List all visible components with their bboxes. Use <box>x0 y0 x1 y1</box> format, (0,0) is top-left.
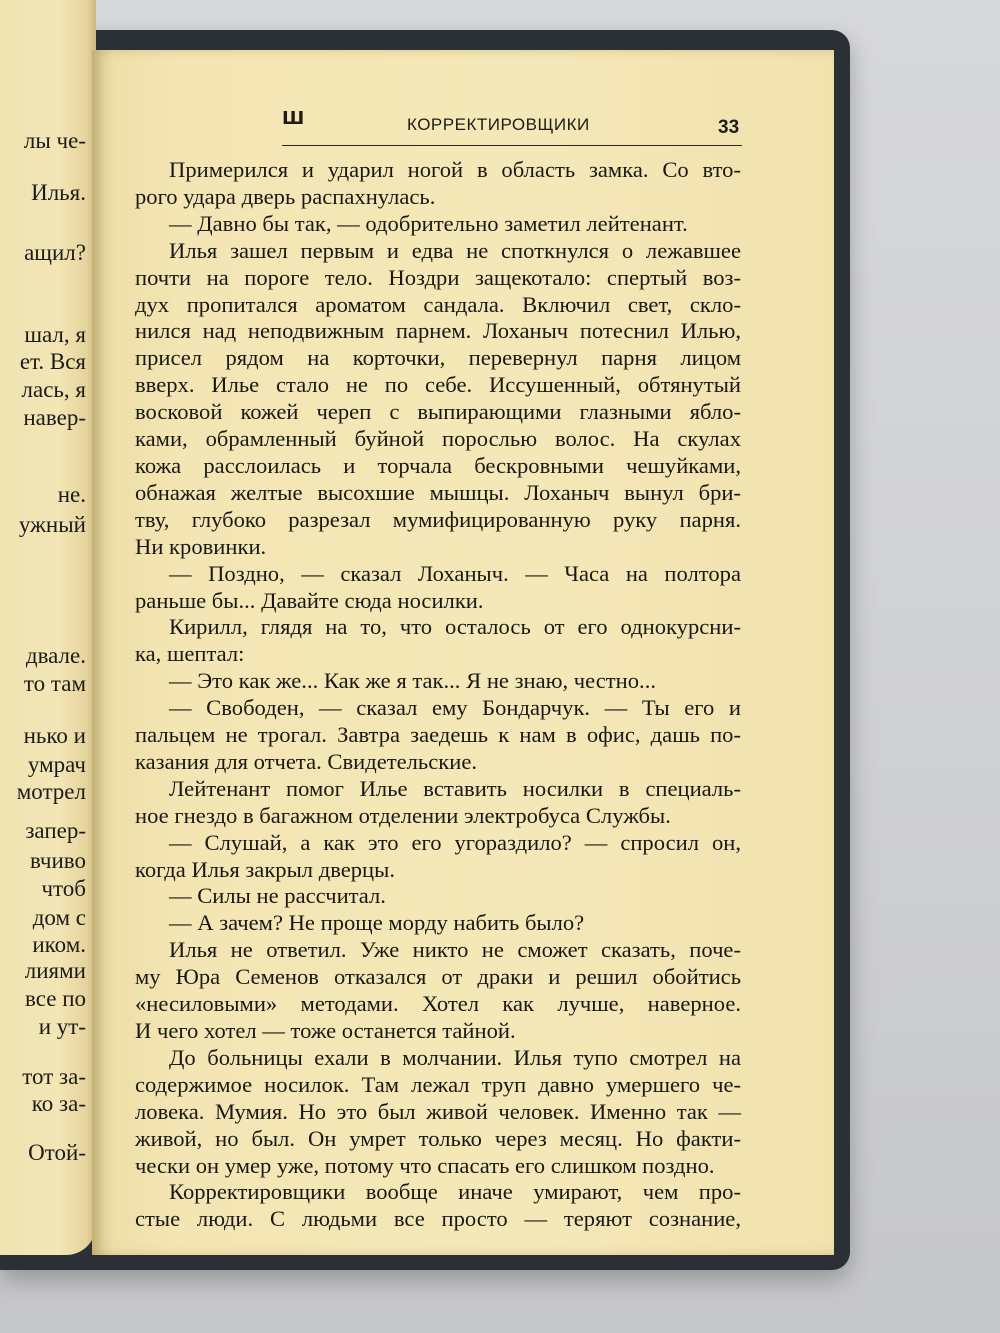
left-page-fragment: Отой- <box>28 1140 86 1165</box>
text-line: содержимое носилок. Там лежал труп давно умершего че- <box>135 1071 741 1097</box>
left-page-fragment: чтоб <box>41 876 86 901</box>
text-line: Корректировщики вообще иначе умирают, чем про- <box>169 1179 741 1205</box>
text-line: ловека. Мумия. Но это был живой человек. Именно так — <box>135 1098 741 1124</box>
left-page-fragment: лы че- <box>23 128 86 153</box>
left-page-fragment: то там <box>23 671 86 696</box>
left-page-fragment: ащил? <box>24 240 86 265</box>
text-line: рого удара дверь распахнулась. <box>135 183 436 209</box>
text-line: тву, глубоко разрезал мумифицированную руку парня. <box>135 506 741 532</box>
text-line: раньше бы... Давайте сюда носилки. <box>135 587 484 613</box>
left-page-fragment: умрач <box>27 752 86 777</box>
left-page-fragment: запер- <box>25 818 86 843</box>
text-line: стые люди. С людьми все просто — теряют сознание, <box>135 1206 741 1232</box>
text-line: — Силы не рассчитал. <box>169 883 386 909</box>
page-number: 33 <box>718 117 740 138</box>
text-line: нился над неподвижным парнем. Лоханыч потеснил Илью, <box>135 318 741 344</box>
text-line: обнажая желтые высохшие мышцы. Лоханыч вынул бри- <box>135 479 741 505</box>
text-line: — Свободен, — сказал ему Бондарчук. — Ты его и <box>169 695 741 721</box>
left-page-fragment: ужный <box>18 512 86 537</box>
left-page-fragment: двале. <box>25 643 86 668</box>
text-line: Лейтенант помог Илье вставить носилки в специаль- <box>169 775 741 801</box>
left-page-fragment: Илья. <box>31 180 86 205</box>
left-page-fragment: вчиво <box>29 848 86 873</box>
page-header <box>190 70 745 148</box>
left-page <box>0 0 96 1255</box>
text-line: восковой кожей череп с выпирающими глазными ябло- <box>135 399 741 425</box>
text-line: Илья не ответил. Уже никто не сможет сказать, поче- <box>169 937 741 963</box>
text-line: ка, шептал: <box>135 641 245 667</box>
text-line: когда Илья закрыл дверцы. <box>135 856 395 882</box>
text-line: Кирилл, глядя на то, что осталось от его однокурсни- <box>169 614 741 640</box>
text-line: — Поздно, — сказал Лоханыч. — Часа на полтора <box>169 560 741 586</box>
text-line: Ни кровинки. <box>135 533 267 559</box>
left-page-fragment: не. <box>57 482 86 507</box>
left-page-fragment: шал, я <box>24 322 86 347</box>
left-page-fragment: все по <box>25 986 86 1011</box>
left-page-fragment: нько и <box>23 723 86 748</box>
text-line: ное гнездо в багажном отделении электробуса Службы. <box>135 802 671 828</box>
text-line: — А зачем? Не проще морду набить было? <box>169 910 585 936</box>
text-line: дух пропитался ароматом сандала. Включил свет, скло- <box>135 291 741 317</box>
text-line: «несиловыми» методами. Хотел как лучше, наверное. <box>135 991 741 1017</box>
text-line: вверх. Илье стало не по себе. Иссушенный, обтянутый <box>135 372 741 398</box>
text-line: — Давно бы так, — одобрительно заметил лейтенант. <box>169 210 688 236</box>
left-page-fragment: лиями <box>24 958 86 983</box>
text-line: — Слушай, а как это его угораздило? — спросил он, <box>169 829 741 855</box>
text-line: живой, но был. Он умрет только через месяц. Но факти- <box>135 1125 741 1151</box>
header-rule <box>282 145 742 146</box>
text-line: Примерился и ударил ногой в область замка. Со вто- <box>169 157 741 182</box>
left-page-fragment: лась, я <box>21 377 86 402</box>
running-title: КОРРЕКТИРОВЩИКИ <box>407 115 590 134</box>
left-page-fragment: и ут- <box>38 1014 86 1039</box>
left-page-fragment: ко за- <box>31 1091 86 1116</box>
text-line: пальцем не трогал. Завтра заедешь к нам в офис, дашь по- <box>135 722 741 748</box>
left-page-fragment: навер- <box>23 405 86 430</box>
left-page-fragment: мотрел <box>16 779 86 804</box>
text-line: ками, обрамленный буйной порослью волос. На скулах <box>135 426 741 452</box>
publisher-logo: Ш <box>282 108 305 129</box>
text-line: казания для отчета. Свидетельские. <box>135 748 477 774</box>
left-page-fragment: ет. Вся <box>19 349 86 374</box>
left-page-fragment: тот за- <box>22 1064 86 1089</box>
text-line: присел рядом на корточки, перевернул парня лицом <box>135 345 741 371</box>
text-line: почти на пороге тело. Ноздри защекотало: спертый воз- <box>135 264 741 290</box>
page-body-text <box>135 157 741 1233</box>
text-line: чески он умер уже, потому что спасать его слишком поздно. <box>135 1152 715 1178</box>
text-line: Илья зашел первым и едва не споткнулся о лежавшее <box>169 237 741 263</box>
text-line: До больницы ехали в молчании. Илья тупо смотрел на <box>169 1044 741 1070</box>
text-line: кожа расслоилась и торчала бескровными чешуйками, <box>135 452 741 478</box>
left-page-fragment: иком. <box>32 932 86 957</box>
text-line: му Юра Семенов отказался от драки и решил обойтись <box>135 964 741 990</box>
text-line: — Это как же... Как же я так... Я не знаю, честно... <box>169 668 657 694</box>
text-line: И чего хотел — тоже останется тайной. <box>135 1018 516 1043</box>
left-page-fragment: дом с <box>32 905 86 930</box>
